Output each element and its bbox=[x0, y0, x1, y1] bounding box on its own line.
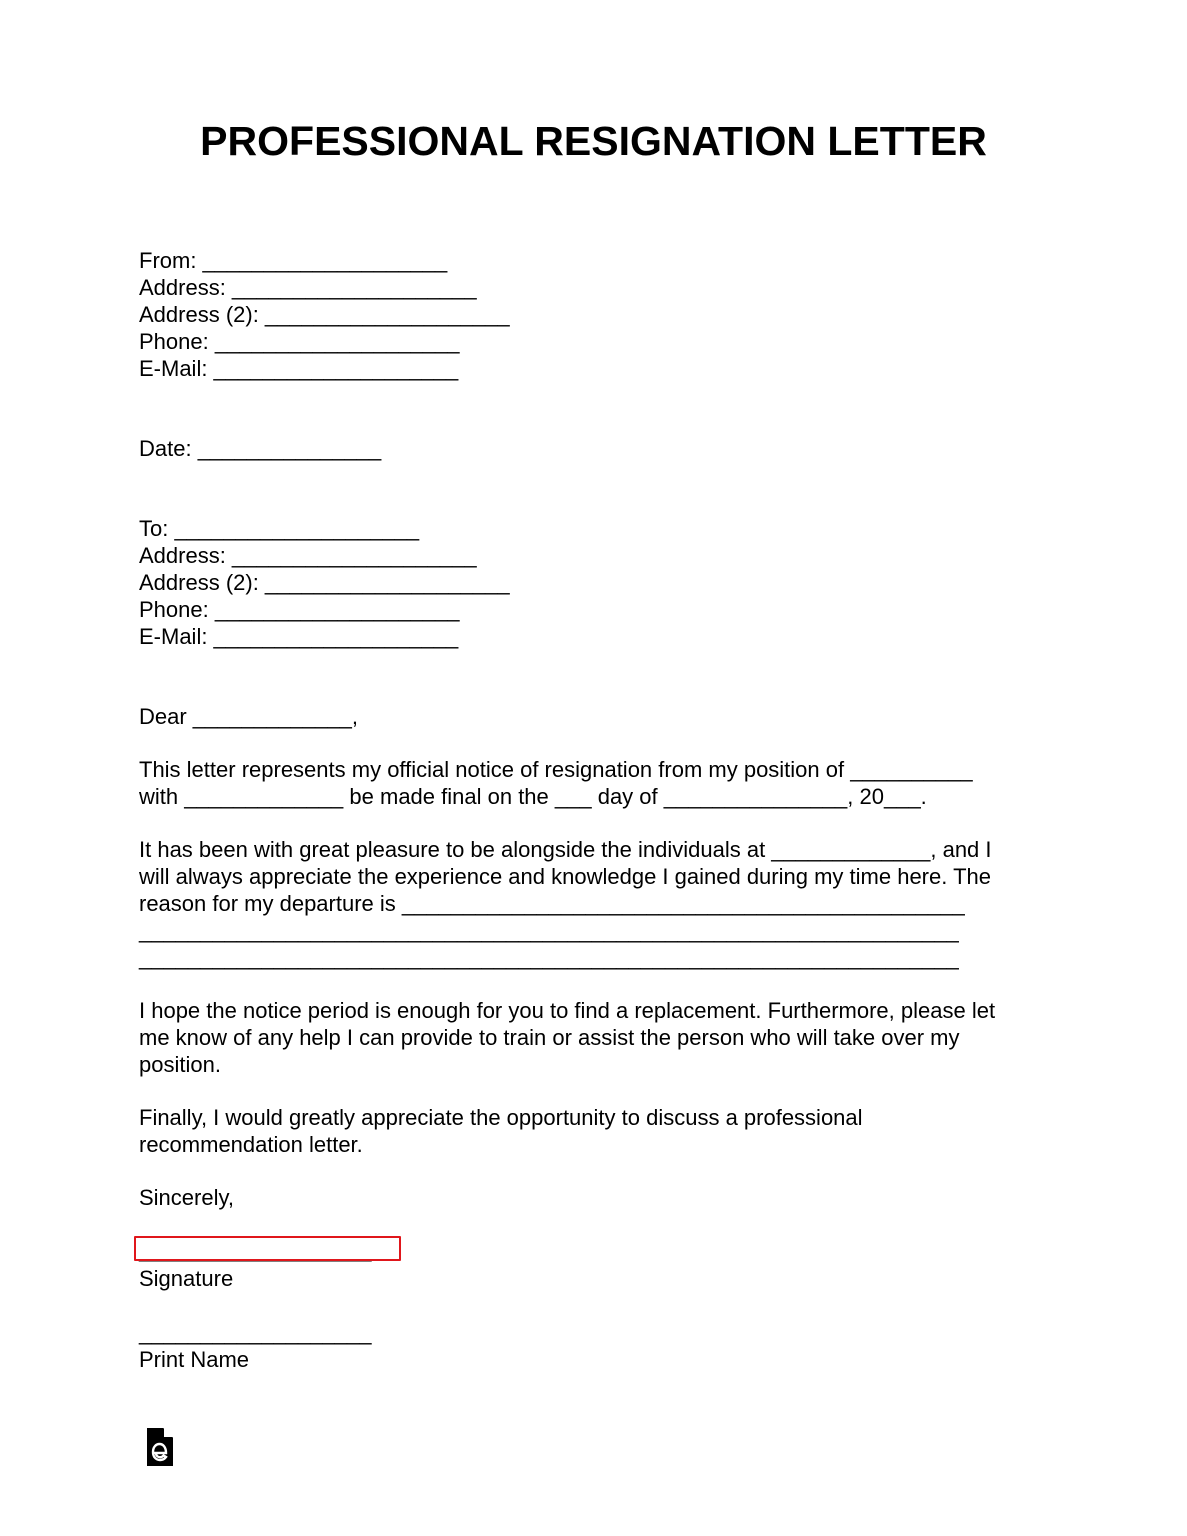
signature-highlight-box[interactable] bbox=[134, 1236, 401, 1261]
sender-phone-field[interactable]: Phone: ____________________ bbox=[139, 329, 460, 354]
recipient-phone-field[interactable]: Phone: ____________________ bbox=[139, 597, 460, 622]
signature-line[interactable]: ___________________ bbox=[139, 1237, 372, 1262]
paragraph-line: Finally, I would greatly appreciate the opportunity to discuss a professional bbox=[139, 1105, 863, 1130]
recipient-address2-field[interactable]: Address (2): ____________________ bbox=[139, 570, 510, 595]
paragraph-line[interactable]: It has been with great pleasure to be alongside the individuals at _____________, and I bbox=[139, 837, 992, 862]
paragraph-line: I hope the notice period is enough for you to find a replacement. Furthermore, please let bbox=[139, 998, 996, 1023]
paragraph-line[interactable]: with _____________ be made final on the ___ day of _______________, 20___. bbox=[139, 784, 927, 809]
paragraph-line: recommendation letter. bbox=[139, 1132, 363, 1157]
sender-block bbox=[139, 247, 1059, 382]
sender-address-field[interactable]: Address: ____________________ bbox=[139, 275, 477, 300]
date-field[interactable]: Date: _______________ bbox=[139, 436, 382, 461]
print-name-line[interactable]: ___________________ bbox=[139, 1320, 372, 1345]
reason-blank-line[interactable]: ___________________________________________________________________ bbox=[139, 918, 959, 943]
sender-address2-field[interactable]: Address (2): ____________________ bbox=[139, 302, 510, 327]
paragraph-line[interactable]: reason for my departure is ______________________________________________ bbox=[139, 891, 965, 916]
sender-email-field[interactable]: E-Mail: ____________________ bbox=[139, 356, 459, 381]
paragraph-reason bbox=[139, 836, 1059, 971]
signature-label: Signature bbox=[139, 1266, 234, 1291]
paragraph-notice bbox=[139, 756, 1059, 810]
date-block bbox=[139, 435, 1059, 462]
print-name-label: Print Name bbox=[139, 1347, 250, 1372]
paragraph-line: position. bbox=[139, 1052, 221, 1077]
paragraph-line: me know of any help I can provide to train or assist the person who will take over my bbox=[139, 1025, 960, 1050]
document-title: PROFESSIONAL RESIGNATION LETTER bbox=[200, 118, 987, 164]
reason-blank-line[interactable]: ___________________________________________________________________ bbox=[139, 945, 959, 970]
paragraph-line: will always appreciate the experience and knowledge I gained during my time here. The bbox=[139, 864, 991, 889]
from-field[interactable]: From: ____________________ bbox=[139, 248, 448, 273]
paragraph-recommendation bbox=[139, 1104, 1059, 1158]
paragraph-replacement bbox=[139, 997, 1059, 1078]
recipient-address-field[interactable]: Address: ____________________ bbox=[139, 543, 477, 568]
signature-label-block bbox=[139, 1265, 1059, 1292]
salutation-block bbox=[139, 703, 1059, 730]
salutation-field[interactable]: Dear _____________, bbox=[139, 704, 358, 729]
to-field[interactable]: To: ____________________ bbox=[139, 516, 420, 541]
recipient-email-field[interactable]: E-Mail: ____________________ bbox=[139, 624, 459, 649]
recipient-block bbox=[139, 515, 1059, 650]
closing-text: Sincerely, bbox=[139, 1185, 234, 1210]
eforms-logo-icon bbox=[145, 1427, 175, 1467]
paragraph-line[interactable]: This letter represents my official notice of resignation from my position of __________ bbox=[139, 757, 973, 782]
print-name-label-block bbox=[139, 1346, 1059, 1373]
closing-block bbox=[139, 1184, 1059, 1211]
print-name-line-block bbox=[139, 1319, 1059, 1346]
